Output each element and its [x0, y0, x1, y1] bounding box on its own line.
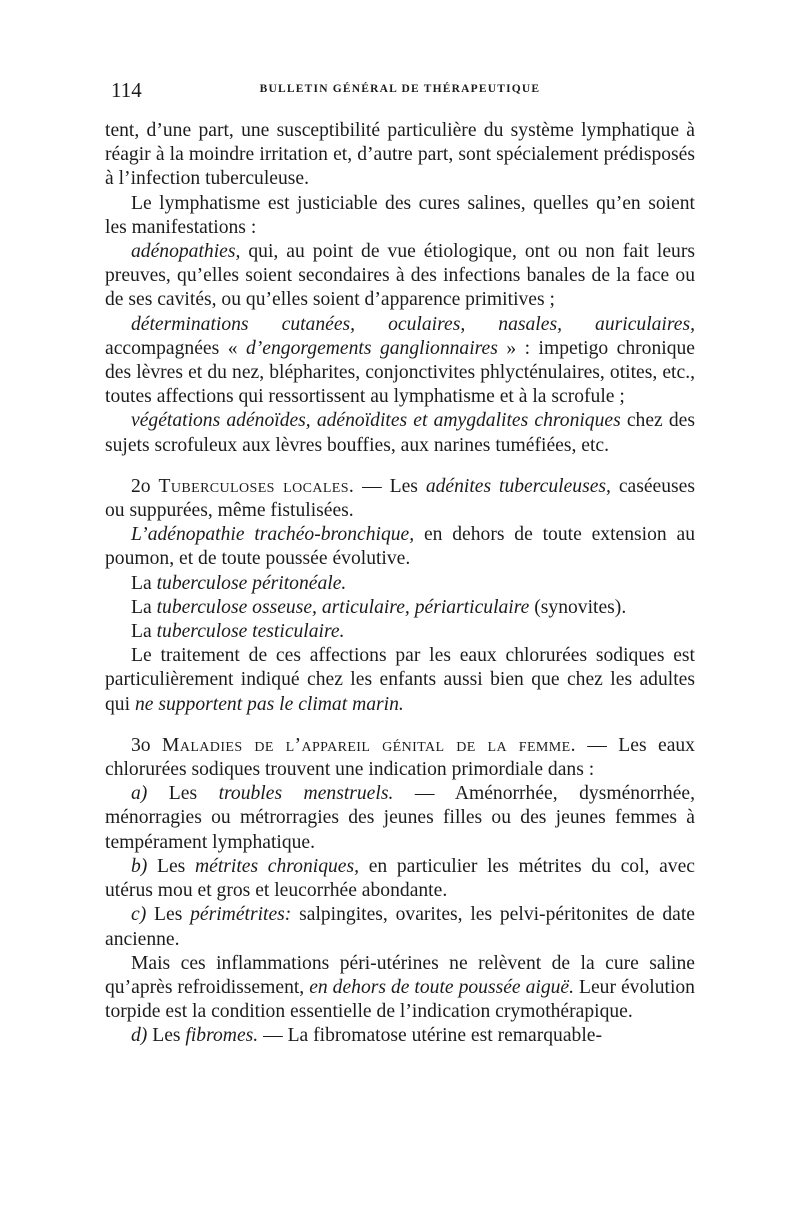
paragraph: Le traitement de ces affections par les eaux chlorurées sodiques est particulièrement indiqué chez les enfants aussi bien que chez les adultes qui ne supportent pas le climat marin. — [105, 645, 695, 715]
list-item: d) Les fibromes. — La fibromatose utérine est remarquable- — [131, 1025, 603, 1047]
list-item: végétations adénoïdes, adénoïdites et amygdalites chroniques chez des sujets scrofuleux aux lèvres bouffies, aux narines tuméfiées, etc. — [105, 410, 695, 456]
list-item: adénopathies, qui, au point de vue étiologique, ont ou non fait leurs preuves, qu’elles soient secondaires à des infections banales de la face ou de ses cavités, ou qu’elles soient d’apparence primitives ; — [105, 241, 695, 311]
paragraph: Le lymphatisme est justiciable des cures salines, quelles qu’en soient les manifestations : — [105, 192, 695, 238]
paragraph: Mais ces inflammations péri-utérines ne relèvent de la cure saline qu’après refroidissement, en dehors de toute poussée aiguë. Leur évolution torpide est la condition essentielle de l’indication crymothérapique. — [105, 952, 695, 1023]
running-title: BULLETIN GÉNÉRAL DE THÉRAPEUTIQUE — [259, 83, 541, 95]
section-heading-3: 3o Maladies de l’appareil génital de la femme. — Les eaux chlorurées sodiques trouvent une indication primordiale dans : — [105, 734, 695, 781]
list-item: a) Les troubles menstruels. — Aménorrhée, dysménorrhée, ménorragies ou métrorragies des jeunes filles ou des jeunes femmes à tempérament lymphatique. — [105, 783, 696, 853]
list-item: La tuberculose osseuse, articulaire, périarticulaire (synovites). — [131, 596, 627, 618]
list-item: déterminations cutanées, oculaires, nasales, auriculaires, accompagnées « d’engorgements ganglionnaires » : impetigo chronique des lèvres et du nez, blépharites, conjonctivites phlycténulaires, otites, etc., toutes affections qui ressortissent au lymphatisme et à la scrofule ; — [105, 313, 695, 408]
section-heading-2: 2o Tuberculoses locales. — Les adénites tuberculeuses, caséeuses ou suppurées, même fistulisées. — [105, 475, 695, 522]
list-item: La tuberculose testiculaire. — [131, 621, 345, 643]
paragraph: tent, d’une part, une susceptibilité particulière du système lymphatique à réagir à la moindre irritation et, d’autre part, sont spécialement prédisposés à l’infection tuberculeuse. — [105, 120, 695, 190]
book-page — [105, 72, 695, 1049]
list-item: b) Les métrites chroniques, en particulier les métrites du col, avec utérus mou et gros et leucorrhée abondante. — [105, 855, 695, 902]
section-gap — [105, 458, 695, 475]
list-item: L’adénopathie trachéo-bronchique, en dehors de toute extension au poumon, et de toute poussée évolutive. — [105, 524, 695, 570]
page-header — [105, 72, 695, 106]
section-gap — [105, 717, 695, 734]
page-number: 114 — [111, 78, 142, 102]
list-item: La tuberculose péritonéale. — [131, 572, 347, 594]
body-text — [105, 119, 695, 1049]
list-item: c) Les périmétrites: salpingites, ovarites, les pelvi-péritonites de date ancienne. — [105, 904, 695, 950]
